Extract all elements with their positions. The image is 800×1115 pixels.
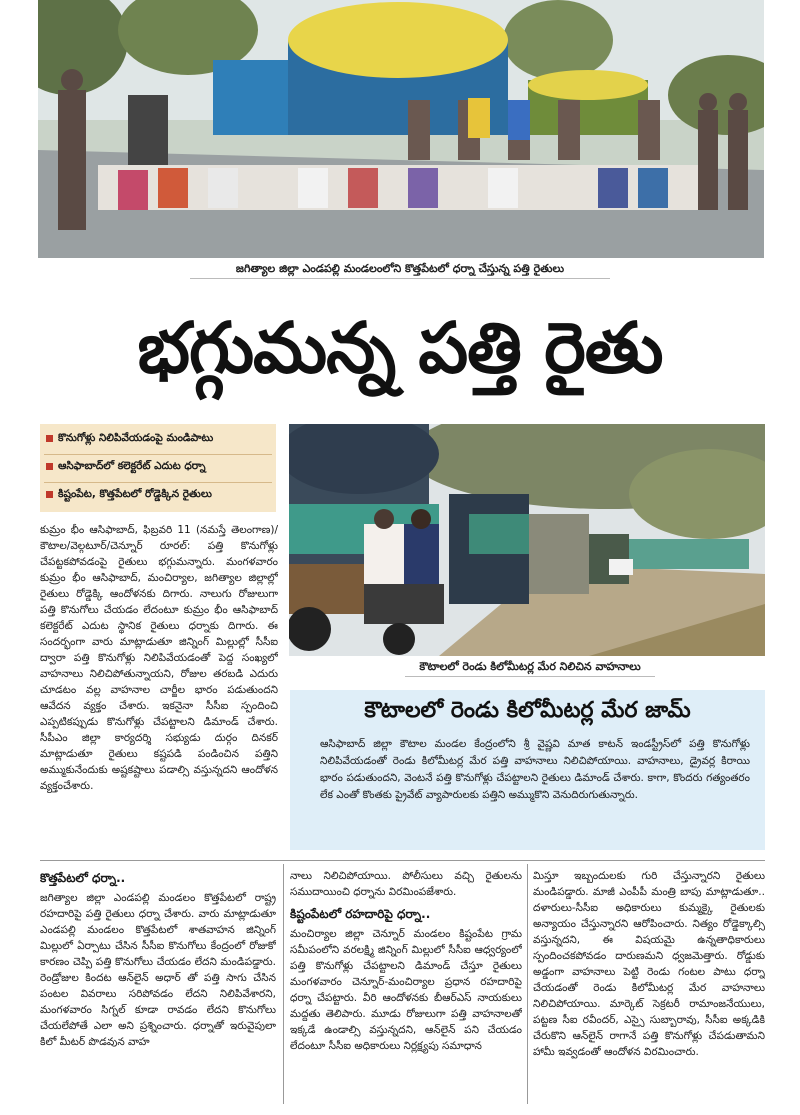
jam-box	[290, 690, 765, 850]
top-photo	[38, 0, 764, 258]
kothapeta-column	[40, 864, 276, 1104]
kothapeta-subhead: కొత్తపేటలో ధర్నా..	[40, 871, 126, 885]
kishtampeta-column	[290, 868, 522, 1104]
bullet-icon	[46, 463, 53, 470]
col3-text: మిస్తూ ఇబ్బందులకు గురి చేస్తున్నారని రైతులు మండిపడ్డారు. మాజీ ఎంపీపీ మంత్రి బాపు మాట్లాడుతూ.. దళారులు-సీసీఐ అధికారులు కుమ్మక్కై రైతులకు అన్యాయం చేస్తున్నారని ఆరోపించారు. నిత్యం రోడ్డెక్కాల్సి వస్తున్నదని, ఈ విషయమై ఉన్నతాధికారులు స్పందించకపోవడం దారుణమని ధ్వజమెత్తారు. రోడ్డుకు అడ్డంగా వాహనాలు పెట్టి రెండు గంటల పాటు ధర్నా చేయడంతో రెండు కిలోమీటర్ల మేర వాహనాలు నిలిచిపోయాయి. మార్కెట్ సెక్రటరీ రామాంజనేయులు, పట్టణ సీఐ రవీందర్, ఎస్సై సుబ్బారావు, సీసీఐ అక్కడికి చేరుకొని ఆన్‌లైన్ రాగానే పత్తి కొనుగోళ్లు చేపడుతామని హామీ ఇవ్వడంతో ఆందోళన విరమించారు.	[533, 870, 765, 1058]
headline: భగ్గుమన్న పత్తి రైతు	[137, 307, 663, 389]
top-photo-caption: జగిత్యాల జిల్లా ఎండపల్లి మండలంలోని కొత్తపేటలో ధర్నా చేస్తున్న పత్తి రైతులు	[190, 262, 610, 279]
col2-text1: నాలు నిలిచిపోయాయి. పోలీసులు వచ్చి రైతులను సముదాయించి ధర్నాను విరమింపజేశారు.	[290, 870, 522, 898]
highlight-item: కొనుగోళ్లు నిలిపివేయడంపై మండిపాటు	[46, 432, 274, 447]
col2-text2: మంచిర్యాల జిల్లా చెన్నూర్ మండలం కిష్టంపేట గ్రామ సమీపంలోని వరలక్ష్మి జిన్నింగ్ మిల్లులో సీసీఐ ఆధ్వర్యంలో పత్తి కొనుగోళ్లు చేపట్టాలని డిమాండ్ చేస్తూ రైతులు మంగళవారం చెన్నూర్-మంచిర్యాల ప్రధాన రహదారిపై ధర్నా చేపట్టారు. వీరి ఆందోళనకు బీఆర్ఎస్ నాయకులు మద్దతు తెలిపారు. మూడు రోజులుగా పత్తి వాహనాలతో ఇక్కడే ఉండాల్సి వస్తున్నదని, ఆన్‌లైన్ పని చేయడం లేదంటూ సీసీఐ అధికారులు నిర్లక్ష్యపు సమాధాన	[290, 928, 522, 1052]
jam-title: కౌటాలలో రెండు కిలోమీటర్ల మేర జామ్	[364, 698, 691, 723]
jam-paragraph: ఆసిఫాబాద్ జిల్లా కౌటాల మండల కేంద్రంలోని శ్రీ వైష్ణవి మాత కాటన్ ఇండస్ట్రీస్‌లో పత్తి కొనుగోళ్లు నిలిపివేయడంతో రెండు కిలోమీటర్ల మేర పత్తి వాహనాలు నిలిచిపోయాయి. వాహనాలు, డ్రైవర్ల కిరాయి భారం పడుతుందని, వెంటనే పత్తి కొనుగోళ్లు చేపట్టాలని రైతులు డిమాండ్ చేశారు. కాగా, కొందరు గత్యంతరం లేక ఎంతో కొంతకు ప్రైవేట్ వ్యాపారులకు పత్తిని అమ్ముకొని వెనుదిరుగుతున్నారు.	[320, 738, 750, 801]
highlight-item: కిష్టంపేట, కొత్తపేటలో రోడ్డెక్కిన రైతులు	[46, 488, 274, 503]
lead-paragraph: కుమ్రం భీం ఆసిఫాబాద్, ఫిబ్రవరి 11 (నమస్తే తెలంగాణ)/కౌటాల/వెల్గటూర్/చెన్నూర్ రూరల్: పత్తి కొనుగోళ్లు చేపట్టకపోవడంపై రైతులు భగ్గుమన్నారు. మంగళవారం కుమ్రం భీం ఆసిఫాబాద్, మంచిర్యాల, జగిత్యాల జిల్లాల్లో రైతులు రోడ్డెక్కి ఆందోళనకు దిగారు. నాలుగు రోజులుగా పత్తి కొనుగోలు చేయడం లేదంటూ కుమ్రం భీం ఆసిఫాబాద్ కలెక్టరేట్ ఎదుట స్థానిక రైతులు ధర్నాకు దిగారు. ఈ సందర్భంగా వారు మాట్లాడుతూ జిన్నింగ్ మిల్లుల్లో సీసీఐ ద్వారా పత్తి కొనుగోళ్లు నిలిపివేయడంతో పెద్ద సంఖ్యలో వాహనాలు నిలిచిపోతున్నాయని, రోజుల తరబడి ఎదురు చూడటం వల్ల వాహనాల చార్జీల భారం పడుతుందని ఆవేదన వ్యక్తం చేశారు. ఇకనైనా సీసీఐ స్పందించి ఎప్పటికప్పుడు కొనుగోళ్లు చేపట్టాలని డిమాండ్ చేశారు. సీపీఎం జిల్లా కార్యదర్శి సభ్యుడు దుర్గం దినకర్ మాట్లాడుతూ రైతులు కష్టపడి పండించిన పత్తిని అమ్ముకునేందుకు అష్టకష్టాలు పడాల్సి వస్తున్నదని ఆందోళన వ్యక్తంచేశారు.	[40, 524, 278, 792]
mid-photo-caption: కౌటాలలో రెండు కిలోమీటర్ల మేర నిలిచిన వాహనాలు	[405, 660, 655, 677]
mid-photo	[289, 424, 765, 656]
highlights-box	[40, 424, 276, 512]
kothapeta-paragraph: జగిత్యాల జిల్లా ఎండపల్లి మండలం కొత్తపేటలో రాష్ట్ర రహదారిపై పత్తి రైతులు ధర్నా చేశారు. వారు మాట్లాడుతూ ఎండపల్లి మండలం కొత్తపేటలో శాతవాహన జిన్నింగ్ మిల్లులో ఏర్పాటు చేసిన సీసీఐ కొనుగోలు కేంద్రంలో రోజుకో కారణం చెప్పి పత్తి కొనుగోలు చేయడం లేదని మండిపడ్డారు. రెండ్రోజుల కిందట ఆన్‌లైన్ అధార్ తో పత్తి సాగు చేసిన పంటల వివరాలు సరిపోవడం లేదని నిలిపివేశారని, మంగళవారం సిగ్నల్ కూడా రావడం లేదని కొనుగోలు చేయలేపోతే ఎలా అని ప్రశ్నించారు. ధర్నాతో ఇరువైపులా కిలో మీటర్ పొడవున వాహ	[40, 892, 276, 1048]
lead-column	[40, 522, 278, 858]
highlight-item: ఆసిఫాబాద్‌లో కలెక్టరేట్ ఎదుట ధర్నా	[46, 460, 274, 475]
bullet-icon	[46, 491, 53, 498]
kishtampeta-subhead: కిష్టంపేటలో రహదారిపై ధర్నా..	[290, 907, 431, 921]
bullet-icon	[46, 435, 53, 442]
right-column	[533, 868, 765, 1104]
